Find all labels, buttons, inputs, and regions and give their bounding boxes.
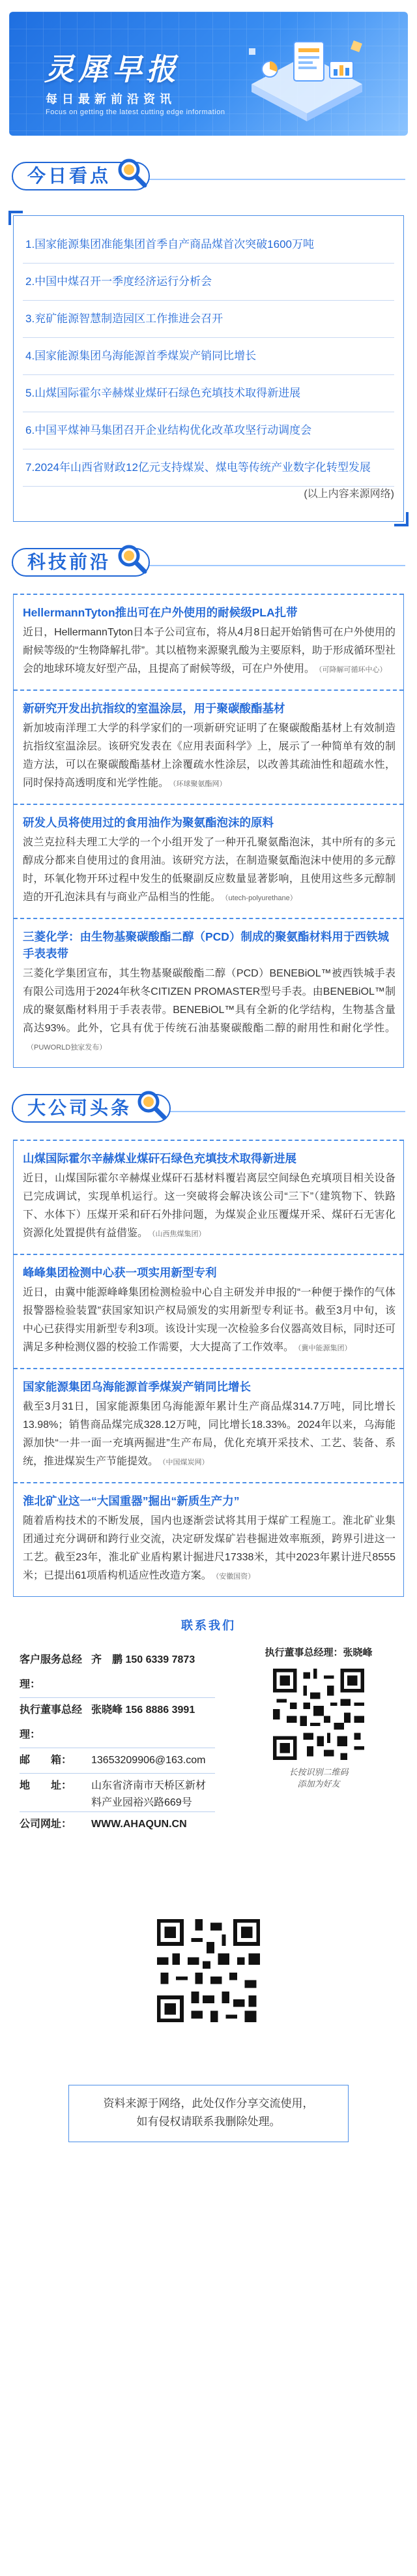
- article-item: [14, 1254, 403, 1368]
- article-item: [14, 1140, 403, 1254]
- article-source: （可降解可循环中心）: [319, 666, 387, 674]
- magnifier-icon: [116, 543, 149, 575]
- article-body: 截至3月31日，国家能源集团乌海能源年累计生产商品煤314.7万吨，同比增长13.98%；销售商品煤完成328.12万吨，同比增长18.33%。2024年以来，乌海能源加快“一井一面一充填两掘进”生产布局，优化充填开采技术、工艺、装备、系统，推进煤炭生产节能提效。 （中国煤炭网）: [23, 1401, 395, 1467]
- article-title[interactable]: 研发人员将使用过的食用油作为聚氨酯泡沫的原料: [23, 816, 274, 829]
- section-heading-tech: [12, 541, 417, 579]
- contact-row: 客户服务总经理： 齐 鹏 150 6339 7873: [20, 1654, 195, 1690]
- header-banner: [9, 12, 408, 136]
- article-item: [14, 918, 403, 1067]
- article-body: 波兰克拉科夫理工大学的一个小组开发了一种开孔聚氨酯泡沫，其中所有的多元醇成分都来自使用过的食用油。该研究方法，在制造聚氨酯泡沫中使用的多元醇时，环氧化物开环过程中发生的低聚副反应数量显著影响，且使用这些多元醇制造的开孔泡沫具有与商业产品相当的性能。 （utech-polyurethane）: [23, 837, 395, 903]
- article-item: [14, 1368, 403, 1482]
- contact-list: [20, 1648, 215, 1837]
- article-source: （山西焦煤集团）: [152, 1230, 206, 1238]
- article-title[interactable]: 淮北矿业这一“大国重器”掘出“新质生产力”: [23, 1494, 240, 1508]
- disclaimer-line: 资料来源于网络，此处仅作分享交流使用，: [103, 2097, 314, 2110]
- contact-row[interactable]: 公司网址： WWW.AHAQUN.CN: [20, 1812, 215, 1837]
- qr-hint: 添加为好友: [297, 1780, 340, 1789]
- article-title[interactable]: HellermannTyton推出可在户外使用的耐候级PLA扎带: [23, 606, 298, 619]
- article-body: 近日，由冀中能源峰峰集团检测检验中心自主研发并申报的“一种便于操作的气体报警器检验装置”获国家知识产权局颁发的实用新型专利证书。截至3月中旬，该中心已获得实用新型专利3项。该设计实现一次检验多台仪器高效目标，同时还可满足多种检测仪器的校验工作需要，大大提高了工作效率。 （冀中能源集团）: [23, 1287, 395, 1353]
- corner-decoration: [394, 512, 409, 526]
- headline-link[interactable]: 3.兖矿能源智慧制造园区工作推进会召开: [23, 301, 394, 338]
- article-item: [14, 594, 403, 689]
- article-item: [14, 1482, 403, 1596]
- headline-link[interactable]: 2.中国中煤召开一季度经济运行分析会: [23, 264, 394, 301]
- headline-link[interactable]: 5.山煤国际霍尔辛赫煤业煤矸石绿色充填技术取得新进展: [23, 375, 394, 412]
- article-item: [14, 804, 403, 918]
- qr-code-icon[interactable]: [270, 1665, 367, 1763]
- contact-title: 联系我们: [181, 1619, 236, 1632]
- article-title[interactable]: 新研究开发出抗指纹的室温涂层，用于聚碳酸酯基材: [23, 702, 285, 715]
- corp-articles: [13, 1140, 404, 1597]
- article-body: 新加坡南洋理工大学的科学家们的一项新研究证明了在聚碳酸酯基材上有效制造抗指纹室温涂层。该研究发表在《应用表面科学》上，展示了一种简单有效的制造方法，可以在聚碳酸酯基材上涂覆疏水性涂层，以改善其疏油性和超疏水性，同时保持高透明度和光学性能。 （环球聚氨酯网）: [23, 723, 395, 789]
- qr-code-icon[interactable]: [153, 1915, 264, 2026]
- article-body: 近日，HellermannTyton日本子公司宣布，将从4月8日起开始销售可在户外使用的耐候等级的“生物降解扎带”。其以植物来源聚乳酸为主要原料，助于形成循环型社会的地球环境友好型产品，且提高了耐候等级，可在户外使用。 （可降解可循环中心）: [23, 627, 395, 674]
- article-body: 随着盾构技术的不断发展，国内也逐渐尝试将其用于煤矿工程施工。淮北矿业集团通过充分调研和跨行业交流，决定研发煤矿岩巷掘进效率瓶颈，跨界引进这一工艺。截至23年，淮北矿业盾构累计掘进尺17338米，其中2023年累计进尺8555米；已提出61项盾构机适应性改造方案。 （安徽国资）: [23, 1515, 395, 1581]
- article-source: （PUWORLD独家发布）: [27, 1044, 107, 1052]
- disclaimer-box: [68, 2085, 349, 2142]
- contact-row[interactable]: 邮 箱： 13653209906@163.com: [20, 1748, 215, 1773]
- headline-link[interactable]: 6.中国平煤神马集团召开企业结构优化改革攻坚行动调度会: [23, 412, 394, 449]
- section-title-today: 今日看点: [12, 162, 150, 190]
- banner-tagline-english: Focus on getting the latest cutting edge information: [46, 108, 225, 116]
- article-source: （安徽国资）: [215, 1573, 255, 1581]
- article-source: （冀中能源集团）: [298, 1344, 352, 1352]
- contact-row: 执行董事总经理： 张晓峰 156 8886 3991: [20, 1705, 195, 1740]
- brand-title: 灵犀早报: [44, 52, 180, 87]
- article-body: 三菱化学集团宣布，其生物基聚碳酸酯二醇（PCD）BENEBiOL™被西铁城手表有限公司选用于2024年秋冬CITIZEN PROMASTER型号手表。由BENEBiOL™制成的聚氨酯材料用于手表表带。BENEBiOL™具有全新的化学结构，生物基含量高达93%。此外，它具有优于传统石油基聚碳酸酯二醇的耐用性和耐化学性。（PUWORLD独家发布）: [23, 968, 395, 1052]
- exec-qr-block: [237, 1645, 400, 1791]
- magnifier-icon: [136, 1089, 168, 1121]
- article-title[interactable]: 峰峰集团检测中心获一项实用新型专利: [23, 1266, 217, 1279]
- exec-label: 执行董事总经理：张晓峰: [265, 1647, 373, 1658]
- today-headlines-box: [13, 215, 404, 522]
- article-title[interactable]: 国家能源集团乌海能源首季煤炭产销同比增长: [23, 1380, 251, 1393]
- disclaimer-line: 如有侵权请联系我删除处理。: [136, 2115, 281, 2128]
- banner-tagline: 每日最新前沿资讯: [46, 93, 176, 106]
- source-note: (以上内容来源网络): [304, 489, 394, 500]
- headline-link[interactable]: 4.国家能源集团乌海能源首季煤炭产销同比增长: [23, 338, 394, 375]
- website-link: WWW.AHAQUN.CN: [91, 1819, 187, 1830]
- magnifier-icon: [116, 157, 149, 189]
- headline-link[interactable]: 7.2024年山西省财政12亿元支持煤炭、煤电等传统产业数字化转型发展: [23, 449, 394, 487]
- headline-link[interactable]: 1.国家能源集团准能集团首季自产商品煤首次突破1600万吨: [23, 226, 394, 264]
- contact-row: 地 址： 山东省济南市天桥区新材料产业园裕兴路669号: [20, 1780, 207, 1808]
- article-title[interactable]: 山煤国际霍尔辛赫煤业煤矸石绿色充填技术取得新进展: [23, 1152, 296, 1165]
- corner-decoration: [8, 211, 23, 225]
- article-source: （环球聚氨酯网）: [173, 780, 227, 788]
- article-body: 近日，山煤国际霍尔辛赫煤业煤矸石基材料覆岩离层空间绿色充填项目相关设备已完成调试，实现单机运行。这一突破将会解决该公司“三下”（建筑物下、铁路下、水体下）压煤开采和矸石外排问题，为煤炭企业压覆煤开采、煤矸石无害化资源化处置提供有益借鉴。 （山西焦煤集团）: [23, 1173, 395, 1239]
- contact-section: [13, 1641, 404, 1948]
- section-title-corp: 大公司头条: [12, 1094, 171, 1123]
- article-source: （中国煤炭网）: [162, 1459, 209, 1466]
- article-item: [14, 689, 403, 804]
- qr-hint: 长按识别二维码: [289, 1768, 349, 1778]
- email-link: 13653209906@163.com: [91, 1755, 206, 1766]
- article-title[interactable]: 三菱化学：由生物基聚碳酸酯二醇（PCD）制成的聚氨酯材料用于西铁城手表表带: [23, 930, 389, 960]
- section-title-tech: 科技前沿: [12, 548, 150, 577]
- section-heading-corp: [12, 1087, 417, 1125]
- isometric-tech-illustration-icon: [232, 29, 382, 127]
- tech-articles: [13, 594, 404, 1068]
- section-heading-today: [12, 155, 417, 193]
- article-source: （utech-polyurethane）: [225, 894, 297, 902]
